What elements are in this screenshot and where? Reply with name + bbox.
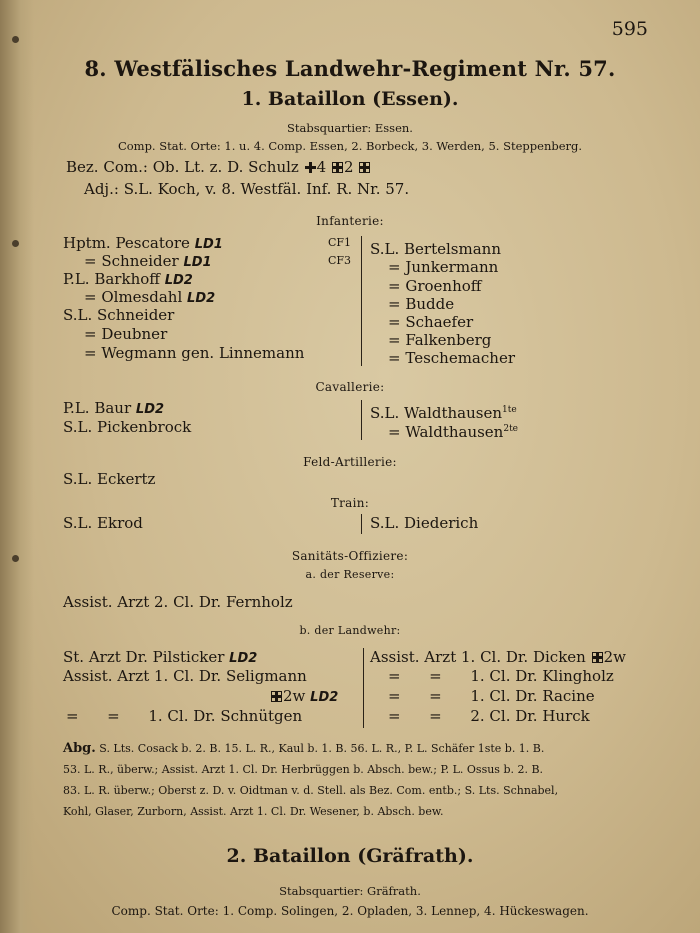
column-divider [361,400,362,440]
section-train: Train: [330,496,370,510]
infanterie-row: Hptm. Pescatore LD1 [63,234,223,252]
infanterie-row: = Schaefer [388,313,474,331]
second-company-stations: Comp. Stat. Orte: 1. Comp. Solingen, 2. Opladen, 3. Lennep, 4. Hückeswagen. [111,904,589,918]
second-staff-quarters: Stabsquartier: Gräfrath. [279,884,421,898]
company-stations: Comp. Stat. Orte: 1. u. 4. Comp. Essen, 2. Borbeck, 3. Werden, 5. Steppenberg. [117,139,583,153]
iron-cross-icon [271,691,282,702]
binding-hole [12,240,19,247]
infanterie-row: = Groenhoff [388,277,482,295]
column-divider [361,514,362,534]
bez-com-value: Ob. Lt. z. D. Schulz [152,158,299,176]
regiment-title: 8. Westfälisches Landwehr-Regiment Nr. 57. [84,56,616,81]
bez-com-label: Bez. Com.: [66,158,148,176]
iron-cross-icon [592,652,603,663]
feld-artillerie-row: S.L. Eckertz [63,470,156,488]
adjutant [84,180,409,198]
landwehr-row: 2w LD2 [270,687,338,705]
iron-cross-icon [332,162,343,173]
infanterie-row: = Budde [388,295,455,313]
section-landwehr: b. der Landwehr: [299,624,401,637]
cavallerie-row: P.L. Baur LD2 [63,399,165,417]
section-reserve: a. der Reserve: [305,568,395,581]
infanterie-row: = Falkenberg [388,331,492,349]
infanterie-row: = Teschemacher [388,349,515,367]
cross-order-icon [305,162,316,173]
landwehr-row: = = 1. Cl. Dr. Racine [388,687,595,705]
landwehr-row: Assist. Arzt 1. Cl. Dr. Seligmann [63,667,307,685]
train-row: S.L. Diederich [370,514,479,532]
departures-line: 83. L. R. überw.; Oberst z. D. v. Oidtman v. d. Stell. als Bez. Com. entb.; S. Lts. Schnabel, [63,784,559,797]
infanterie-mark: CF1 [328,236,352,249]
landwehr-row: St. Arzt Dr. Pilsticker LD2 [63,648,258,666]
landwehr-row: Assist. Arzt 1. Cl. Dr. Dicken 2w [370,648,626,666]
district-commander: Bez. Com.: Ob. Lt. z. D. Schulz 4 2 [66,158,371,176]
infanterie-mark: CF3 [328,254,352,267]
section-feld-artillerie: Feld-Artillerie: [303,455,397,469]
column-divider [363,648,364,728]
adj-value: S.L. Koch, v. 8. Westfäl. Inf. R. Nr. 57. [123,180,410,198]
cavallerie-row: S.L. Pickenbrock [63,418,192,436]
landwehr-row: = = 1. Cl. Dr. Schnütgen [66,707,303,725]
cavallerie-row: = Waldthausen$^{2te}$ [388,423,519,441]
infanterie-row: S.L. Schneider [63,306,175,324]
infanterie-row: P.L. Barkhoff LD2 [63,270,193,288]
infanterie-row: = Junkermann [388,258,499,276]
page-number: 595 [611,18,648,40]
landwehr-row: = = 2. Cl. Dr. Hurck [388,707,590,725]
train-row: S.L. Ekrod [63,514,143,532]
infanterie-row: = Deubner [84,325,168,343]
section-cavallerie: Cavallerie: [315,380,385,394]
infanterie-row: = Wegmann gen. Linnemann [84,344,305,362]
column-divider [361,236,362,366]
staff-quarters: Stabsquartier: Essen. [287,121,413,135]
infanterie-row: = Olmesdahl LD2 [84,288,216,306]
adj-label: Adj.: [84,180,119,198]
departures-line: Abg. S. Lts. Cosack b. 2. B. 15. L. R., Kaul b. 1. B. 56. L. R., P. L. Schäfer 1ste b. 1. B. [63,741,545,756]
iron-cross-icon [359,162,370,173]
departures-line: 53. L. R., überw.; Assist. Arzt 1. Cl. Dr. Herbrüggen b. Absch. bew.; P. L. Ossus b. 2. B. [63,763,544,776]
landwehr-row: = = 1. Cl. Dr. Klingholz [388,667,614,685]
binding-hole [12,36,19,43]
second-battalion-title: 2. Bataillon (Gräfrath). [226,845,474,867]
section-sanitaets: Sanitäts-Offiziere: [291,549,409,563]
battalion-title: 1. Bataillon (Essen). [241,88,459,110]
cavallerie-row: S.L. Waldthausen$^{1te}$ [370,404,517,422]
section-infanterie: Infanterie: [316,214,384,228]
reserve-row: Assist. Arzt 2. Cl. Dr. Fernholz [63,593,293,611]
infanterie-row: = Schneider LD1 [84,252,212,270]
departures-line: Kohl, Glaser, Zurborn, Assist. Arzt 1. Cl. Dr. Wesener, b. Absch. bew. [63,805,444,818]
infanterie-row: S.L. Bertelsmann [370,240,501,258]
departures-paragraph [63,738,663,822]
